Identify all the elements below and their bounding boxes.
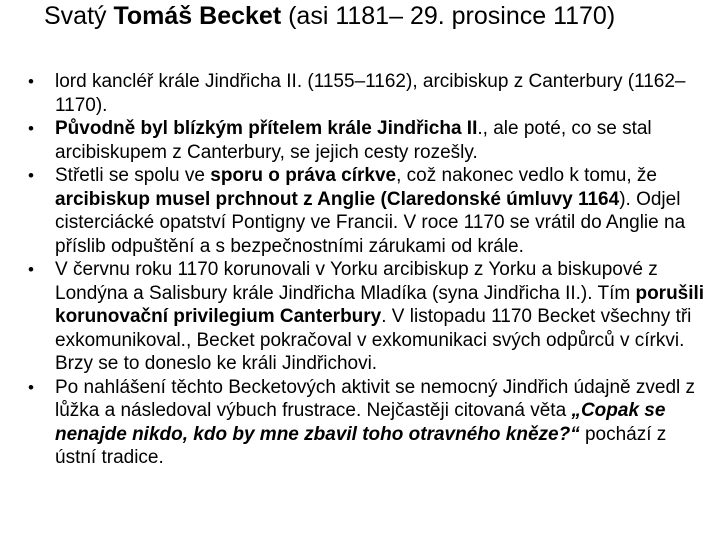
bullet-text-segment: pochází z ústní tradice. — [55, 423, 667, 468]
bullet-item — [28, 258, 708, 376]
bullet-text-segment: sporu o práva církve — [210, 165, 397, 186]
bullet-item — [28, 376, 708, 470]
bullet-text-segment: V červnu roku 1170 korunovali v Yorku arcibiskup z Yorku a biskupové z Londýna a Salisbury krále Jindřicha Mladíka (syna Jindřicha II.). Tím — [55, 259, 658, 304]
bullet-text-segment: porušili korunovační privilegium Canterbury — [55, 282, 705, 327]
bullet-text-segment: Střetli se spolu ve — [55, 165, 211, 186]
bullet-item — [28, 70, 708, 117]
bullet-text-segment: arcibiskup musel prchnout z Anglie (Claredonské úmluvy 1164 — [55, 188, 620, 210]
title-text-prefix: Svatý — [44, 2, 114, 30]
bullet-text-segment: Původně byl blízkým přítelem krále Jindřicha II — [55, 118, 478, 139]
bullet-text-segment: ., ale poté, co se stal arcibiskupem z Canterbury, se jejich cesty rozešly. — [55, 118, 652, 163]
slide-title — [44, 0, 684, 33]
title-text-dates: (asi 1181– 29. prosince 1170) — [281, 2, 616, 30]
bullet-text-segment: Po nahlášení těchto Becketových aktivit se nemocný Jindřich údajně zvedl z lůžka a následoval výbuch frustrace. Nejčastěji citovaná věta — [55, 376, 696, 421]
bullet-text-segment: . V listopadu 1170 Becket všechny tři exkomunikoval., Becket pokračoval v exkomunikaci svých odpůrců v církvi. Brzy se to doneslo ke králi Jindřichovi. — [55, 306, 692, 374]
bullet-list — [28, 70, 708, 470]
title-name-bold: Tomáš Becket — [113, 2, 282, 30]
bullet-text-segment: lord kancléř krále Jindřicha II. (1155–1162), arcibiskup z Canterbury (1162–1170). — [55, 71, 686, 116]
bullet-text-segment: „Copak se nenajde nikdo, kdo by mne zbavil toho otravného kněze?“ — [55, 400, 666, 445]
bullet-text-segment: , což nakonec vedlo k tomu, že — [396, 165, 657, 186]
bullet-item — [28, 164, 708, 258]
bullet-item — [28, 117, 708, 164]
bullet-text-segment: ). Odjel cisterciácké opatství Pontigny ve Francii. V roce 1170 se vrátil do Anglie na příslib odpuštění a s bezpečnostními zárukami od krále. — [55, 188, 686, 257]
